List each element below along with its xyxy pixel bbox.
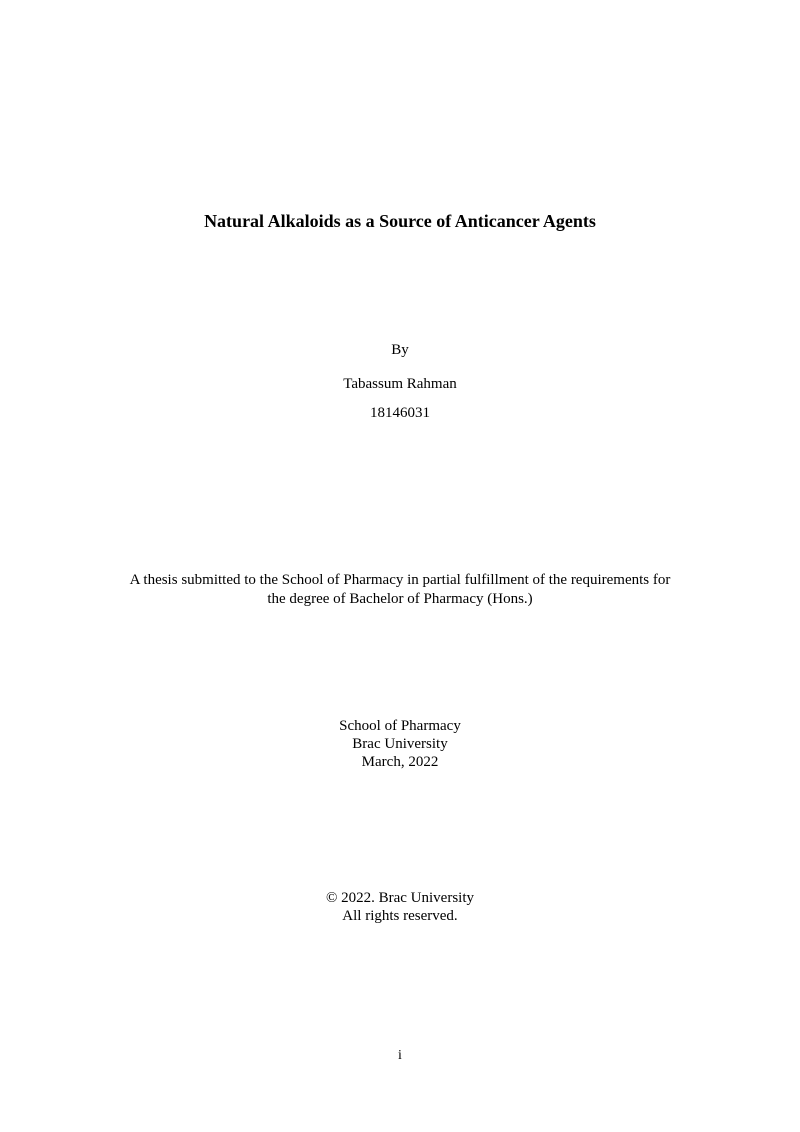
submission-date: March, 2022 <box>361 754 439 770</box>
submission-statement-line-1: A thesis submitted to the School of Pharmacy in partial fulfillment of the requirements for <box>129 572 671 588</box>
page-number: i <box>398 1048 402 1063</box>
thesis-title: Natural Alkaloids as a Source of Anticancer Agents <box>204 211 596 231</box>
author-name: Tabassum Rahman <box>343 376 457 392</box>
rights-reserved: All rights reserved. <box>342 908 458 924</box>
school-name: School of Pharmacy <box>339 718 461 734</box>
by-label: By <box>391 342 409 358</box>
student-id: 18146031 <box>370 405 430 421</box>
copyright-notice: © 2022. Brac University <box>325 890 475 906</box>
university-name: Brac University <box>352 736 448 752</box>
submission-statement-line-2: the degree of Bachelor of Pharmacy (Hons.) <box>267 591 533 607</box>
